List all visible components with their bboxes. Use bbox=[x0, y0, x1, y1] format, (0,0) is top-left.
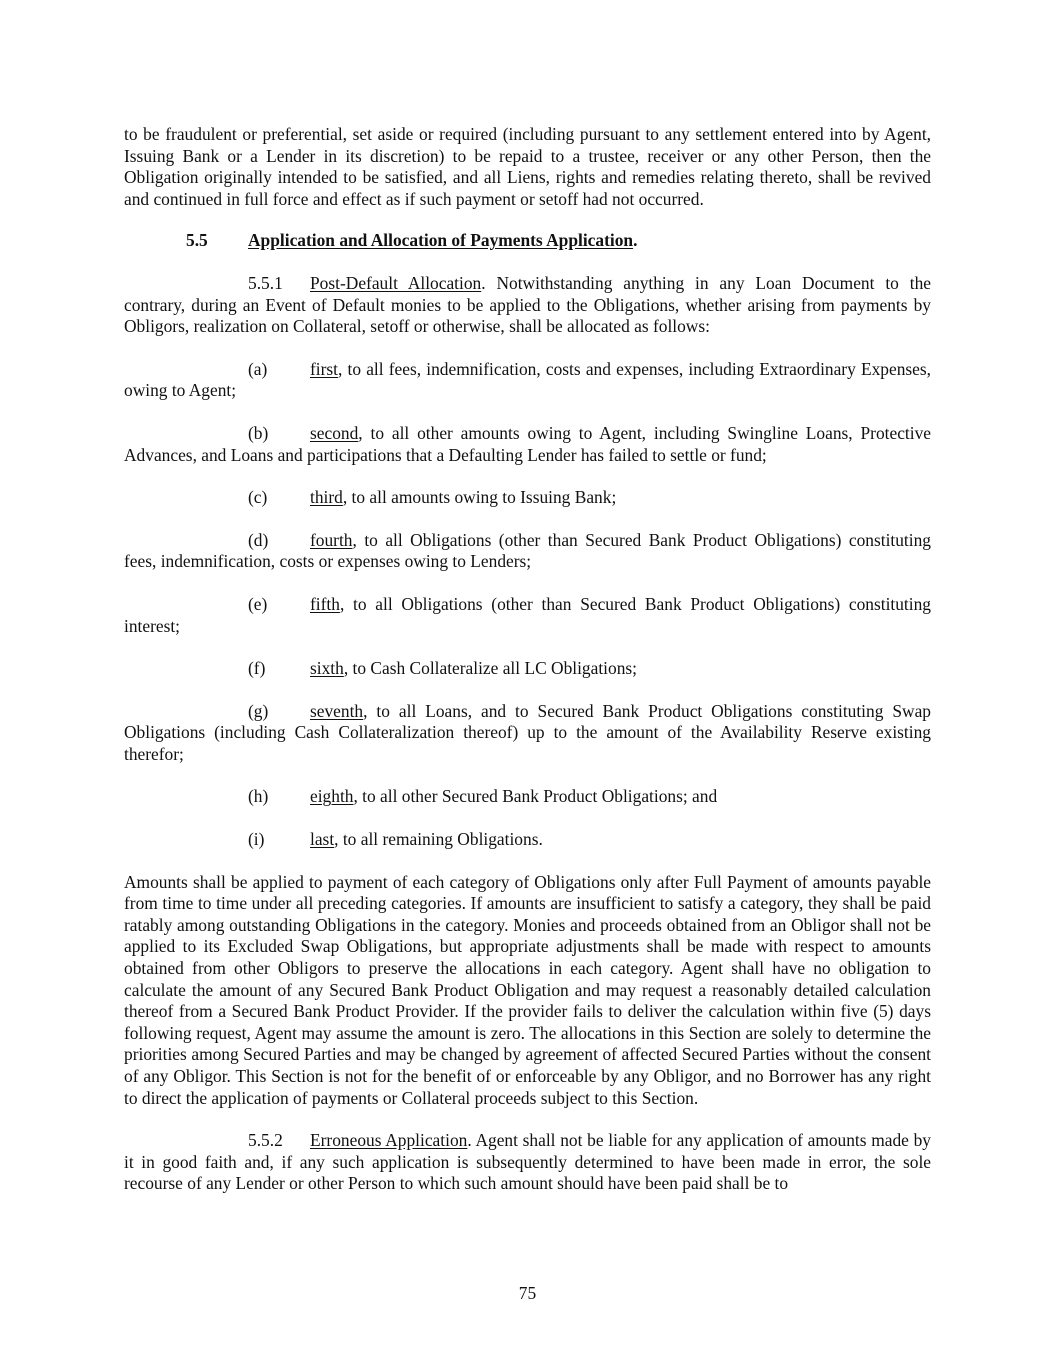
subsection-title: Post-Default Allocation bbox=[310, 272, 482, 293]
clause-label: (h) bbox=[248, 786, 269, 807]
clause-label: (e) bbox=[248, 593, 268, 614]
section-number: 5.5 bbox=[186, 230, 208, 251]
subsection-5-5-1 bbox=[124, 273, 931, 338]
clause-key: second bbox=[310, 422, 359, 443]
clause-key: sixth bbox=[310, 658, 344, 679]
section-title: Application and Allocation of Payments Application bbox=[248, 230, 634, 251]
clause-key: last bbox=[310, 829, 335, 850]
section-heading bbox=[124, 230, 931, 252]
clause-text: , to all Obligations (other than Secured Bank Product Obligations) constituting fees, indemnification, costs or expenses owing to Lenders; bbox=[124, 529, 931, 572]
amounts-paragraph: Amounts shall be applied to payment of each category of Obligations only after Full Payment of amounts payable from time to time under all preceding categories. If amounts are insufficient to satisfy a category, they shall be paid ratably among outstanding Obligations in the category. Monies and proceeds obtained from an Obligor shall not be applied to its Excluded Swap Obligations, but appropriate adjustments shall be made with respect to amounts obtained from other Obligors to preserve the allocations in each category. Agent shall have no obligation to calculate the amount of any Secured Bank Product Obligation and may request a reasonably detailed calculation thereof from a Secured Bank Product Provider. If the provider fails to deliver the calculation within five (5) days following request, Agent may assume the amount is zero. The allocations in this Section are solely to determine the priorities among Secured Parties and may be changed by agreement of affected Secured Parties without the consent of any Obligor. This Section is not for the benefit of or enforceable by any Obligor, and no Borrower has any right to direct the application of payments or Collateral proceeds subject to this Section. bbox=[124, 871, 931, 1108]
clause-text: , to Cash Collateralize all LC Obligations; bbox=[343, 658, 637, 679]
clause-text: , to all Obligations (other than Secured Bank Product Obligations) constituting interest; bbox=[124, 593, 931, 636]
subsection-5-5-2 bbox=[124, 1130, 931, 1195]
clause-e bbox=[124, 594, 931, 637]
clause-d bbox=[124, 530, 931, 573]
clause-key: first bbox=[310, 358, 339, 379]
clause-text: , to all Loans, and to Secured Bank Product Obligations constituting Swap Obligations (including Cash Collateralization thereof) up to the amount of the Availability Reserve existing therefor; bbox=[124, 700, 931, 764]
clause-g bbox=[124, 701, 931, 766]
page-number: 75 bbox=[518, 1283, 537, 1303]
clause-text: , to all amounts owing to Issuing Bank; bbox=[342, 487, 617, 508]
clause-label: (a) bbox=[248, 358, 268, 379]
clause-key: seventh bbox=[310, 700, 364, 721]
subsection-number: 5.5.2 bbox=[248, 1130, 283, 1151]
clause-f bbox=[124, 658, 931, 680]
clause-key: fifth bbox=[310, 593, 340, 614]
clause-key: fourth bbox=[310, 529, 353, 550]
clause-label: (f) bbox=[248, 658, 266, 679]
clause-key: third bbox=[310, 487, 343, 508]
clause-a bbox=[124, 359, 931, 402]
clause-label: (b) bbox=[248, 422, 269, 443]
clause-text: , to all remaining Obligations. bbox=[334, 829, 543, 850]
clause-i bbox=[124, 829, 931, 851]
clause-label: (d) bbox=[248, 529, 269, 550]
clause-label: (c) bbox=[248, 487, 268, 508]
subsection-number: 5.5.1 bbox=[248, 272, 283, 293]
document-page bbox=[124, 124, 931, 1195]
subsection-text: . Agent shall not be liable for any application of amounts made by it in good faith and, if any such application is subsequently determined to have been made in error, the sole recourse of any Lender or other Person to which such amount should have been paid shall be to bbox=[124, 1130, 932, 1194]
clause-h bbox=[124, 786, 931, 808]
subsection-text: . Notwithstanding anything in any Loan Document to the contrary, during an Event of Default monies to be applied to the Obligations, whether arising from payments by Obligors, realization on Collateral, setoff or otherwise, shall be allocated as follows: bbox=[124, 272, 931, 337]
clause-text: , to all fees, indemnification, costs and expenses, including Extraordinary Expenses, owing to Agent; bbox=[124, 358, 931, 401]
intro-paragraph: to be fraudulent or preferential, set aside or required (including pursuant to any settlement entered into by Agent, Issuing Bank or a Lender in its discretion) to be repaid to a trustee, receiver or any other Person, then the Obligation originally intended to be satisfied, and all Liens, rights and remedies relating thereto, shall be revived and continued in full force and effect as if such payment or setoff had not occurred. bbox=[124, 124, 931, 209]
clause-c bbox=[124, 487, 931, 509]
clause-text: , to all other amounts owing to Agent, including Swingline Loans, Protective Advances, and Loans and participations that a Defaulting Lender has failed to settle or fund; bbox=[124, 422, 931, 465]
subsection-title: Erroneous Application bbox=[310, 1130, 468, 1151]
section-title-end: . bbox=[633, 230, 638, 251]
clause-text: , to all other Secured Bank Product Obligations; and bbox=[353, 786, 718, 807]
clause-label: (g) bbox=[248, 700, 269, 721]
clause-label: (i) bbox=[248, 829, 265, 850]
clause-key: eighth bbox=[310, 786, 354, 807]
clause-b bbox=[124, 423, 931, 466]
